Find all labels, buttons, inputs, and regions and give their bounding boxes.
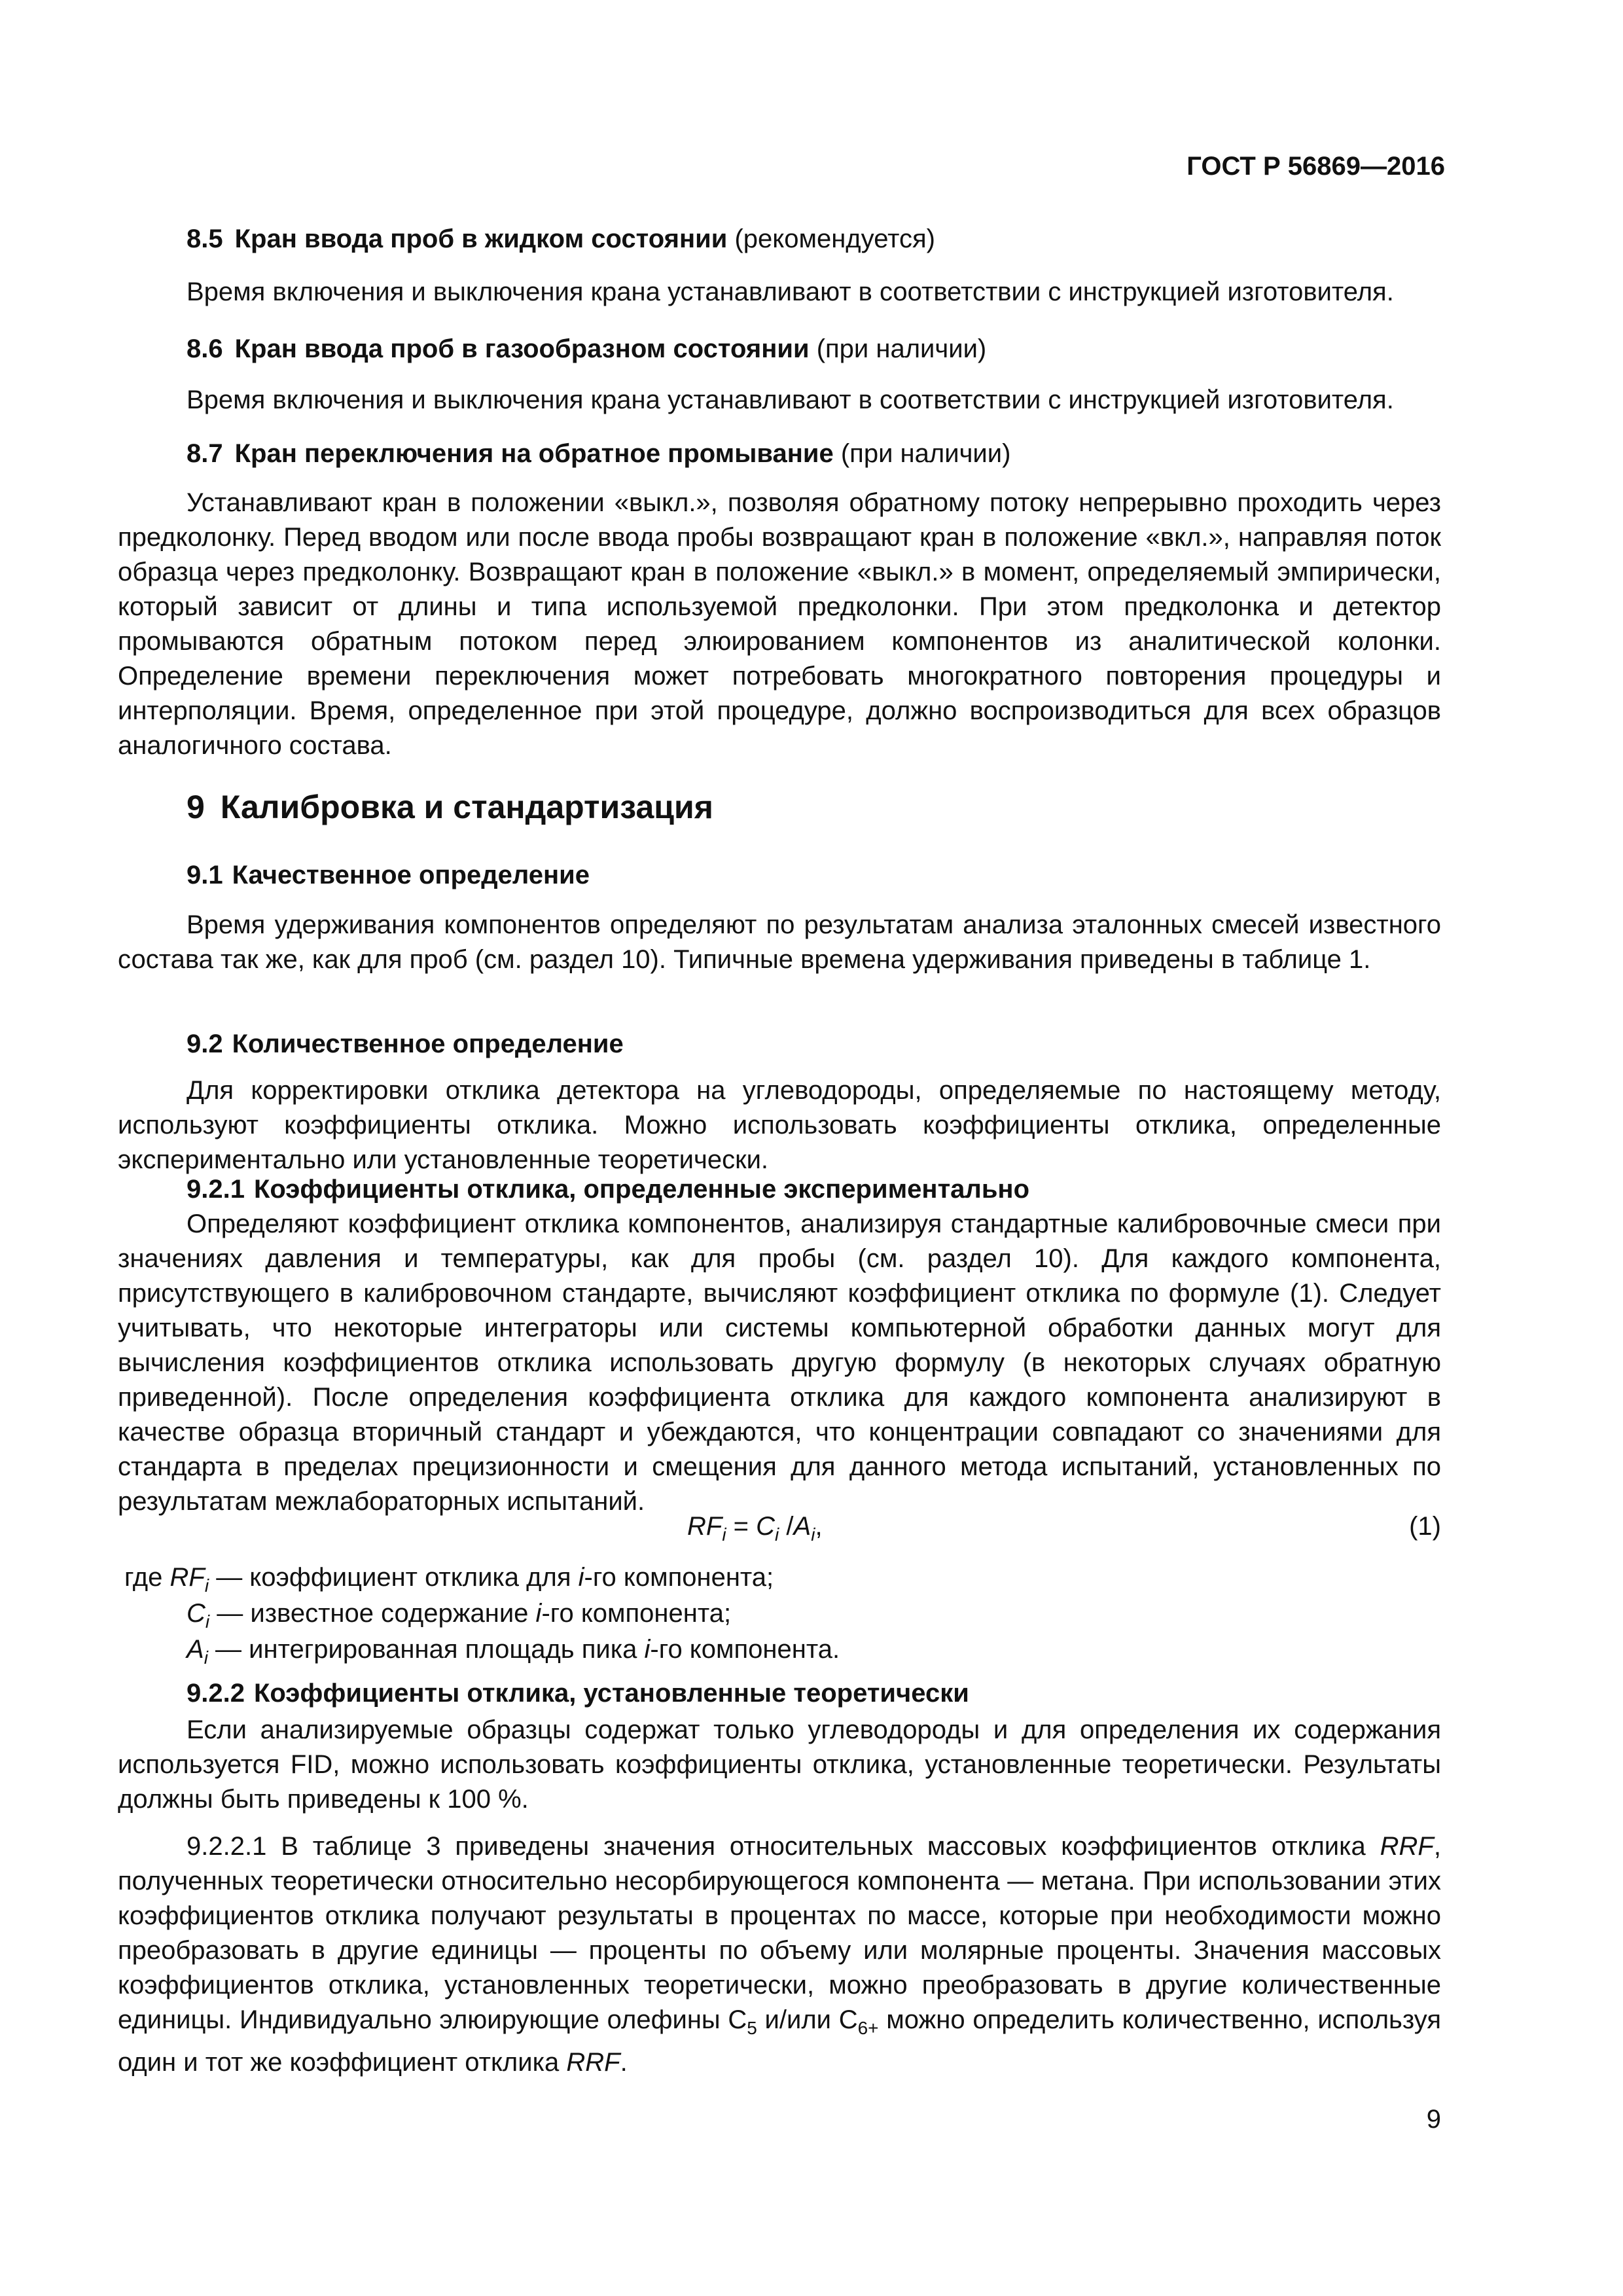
section-8-6-heading <box>187 332 986 365</box>
section-9-2-2-heading <box>187 1677 969 1710</box>
section-8-7-body: Устанавливают кран в положении «выкл.», позволяя обратному потоку непрерывно проходить через предколонку. Перед вводом или после ввода пробы возвращают кран в положение «вкл.», направляя поток образца через предколонку. Возвращают кран в положение «выкл.» в момент, определяемый эмпирически, который зависит от длины и типа используемой предколонки. При этом предколонка и детектор промываются обратным потоком перед элюированием компонентов из аналитической колонки. Определение времени переключения может потребовать многократного повторения процедуры и интерполяции. Время, определенное при этой процедуре, должно воспроизводиться для всех образцов аналогичного состава. <box>118 488 1441 760</box>
section-title: Качественное определение <box>232 861 590 889</box>
section-9-1-body: Время удерживания компонентов определяют по результатам анализа эталонных смесей известного состава так же, как для проб (см. раздел 10). Типичные времена удерживания приведены в таблице 1. <box>118 910 1441 974</box>
section-title: Количественное определение <box>232 1030 624 1058</box>
section-note: (при наличии) <box>816 334 987 363</box>
section-9-2-2-body: Если анализируемые образцы содержат только углеводороды и для определения их содержания используется FID, можно использовать коэффициенты отклика, установленные теоретически. Результаты должны быть приведены к 100 %. <box>118 1715 1441 1814</box>
section-number: 8.6 <box>187 334 223 363</box>
section-number: 9 <box>187 789 205 825</box>
section-number: 8.7 <box>187 439 223 468</box>
section-note: (при наличии) <box>840 439 1011 468</box>
where-rf: где $RF_i$ — коэффициент отклика для i-го компонента; <box>124 1563 774 1596</box>
section-9-2-heading <box>187 1028 624 1060</box>
section-title: Кран ввода проб в газообразном состоянии <box>234 334 810 363</box>
section-note: (рекомендуется) <box>734 224 935 253</box>
formula-number: (1) <box>1409 1512 1441 1541</box>
standard-code-header: ГОСТ Р 56869—2016 <box>1186 152 1445 181</box>
section-9-heading <box>187 787 713 827</box>
section-9-1-heading <box>187 859 590 891</box>
section-number: 9.2.1 <box>187 1175 245 1204</box>
formula-1: $RF_i = C_i$ $/A_i$, <box>687 1512 823 1545</box>
section-number: 9.2.2 <box>187 1679 245 1708</box>
section-title: Коэффициенты отклика, определенные экспериментально <box>253 1175 1030 1204</box>
section-number: 9.1 <box>187 861 223 889</box>
section-title: Кран переключения на обратное промывание <box>234 439 834 468</box>
section-9-2-1-heading <box>187 1173 1029 1206</box>
where-a: $A_i$ — интегрированная площадь пика i-го компонента. <box>187 1635 840 1668</box>
section-8-5-body: Время включения и выключения крана устанавливают в соответствии с инструкцией изготовителя. <box>187 278 1394 306</box>
page-number: 9 <box>1426 2105 1441 2134</box>
section-9-2-2-1-body: 9.2.2.1 В таблице 3 приведены значения относительных массовых коэффициентов отклика RRF, полученных теоретически относительно несорбирующегося компонента — метана. При использовании этих коэффициентов отклика получают результаты в процентах по массе, которые при необходимости можно преобразовать в другие единицы — проценты по объему или молярные проценты. Значения массовых коэффициентов отклика, установленных теоретически, можно преобразовать в другие количественные единицы. Индивидуально элюирующие олефины $С_5$ и/или $С_{6+}$ можно определить количественно, используя один и тот же коэффициент отклика RRF. <box>118 1832 1441 2077</box>
section-8-5-heading <box>187 223 935 255</box>
section-8-7-heading <box>187 437 1010 470</box>
section-9-2-1-body: Определяют коэффициент отклика компонентов, анализируя стандартные калибровочные смеси при значениях давления и температуры, как для пробы (см. раздел 10). Для каждого компонента, присутствующего в калибровочном стандарте, вычисляют коэффициент отклика по формуле (1). Следует учитывать, что некоторые интеграторы или системы компьютерной обработки данных могут для вычисления коэффициентов отклика использовать другую формулу (в некоторых случаях обратную приведенной). После определения коэффициента отклика для каждого компонента анализируют в качестве образца вторичный стандарт и убеждаются, что концентрации совпадают со значениями для стандарта в пределах прецизионности и смещения для данного метода испытаний, установленных по результатам межлабораторных испытаний. <box>118 1210 1441 1516</box>
section-8-6-body: Время включения и выключения крана устанавливают в соответствии с инструкцией изготовителя. <box>187 386 1394 414</box>
section-number: 8.5 <box>187 224 223 253</box>
where-c: $C_i$ — известное содержание i-го компонента; <box>187 1599 732 1632</box>
section-title: Калибровка и стандартизация <box>220 789 713 825</box>
section-title: Кран ввода проб в жидком состоянии <box>234 224 728 253</box>
section-number: 9.2 <box>187 1030 223 1058</box>
section-9-2-body: Для корректировки отклика детектора на углеводороды, определяемые по настоящему методу, используют коэффициенты отклика. Можно использовать коэффициенты отклика, определенные экспериментально или установленные теоретически. <box>118 1076 1441 1174</box>
section-title: Коэффициенты отклика, установленные теоретически <box>253 1679 969 1708</box>
